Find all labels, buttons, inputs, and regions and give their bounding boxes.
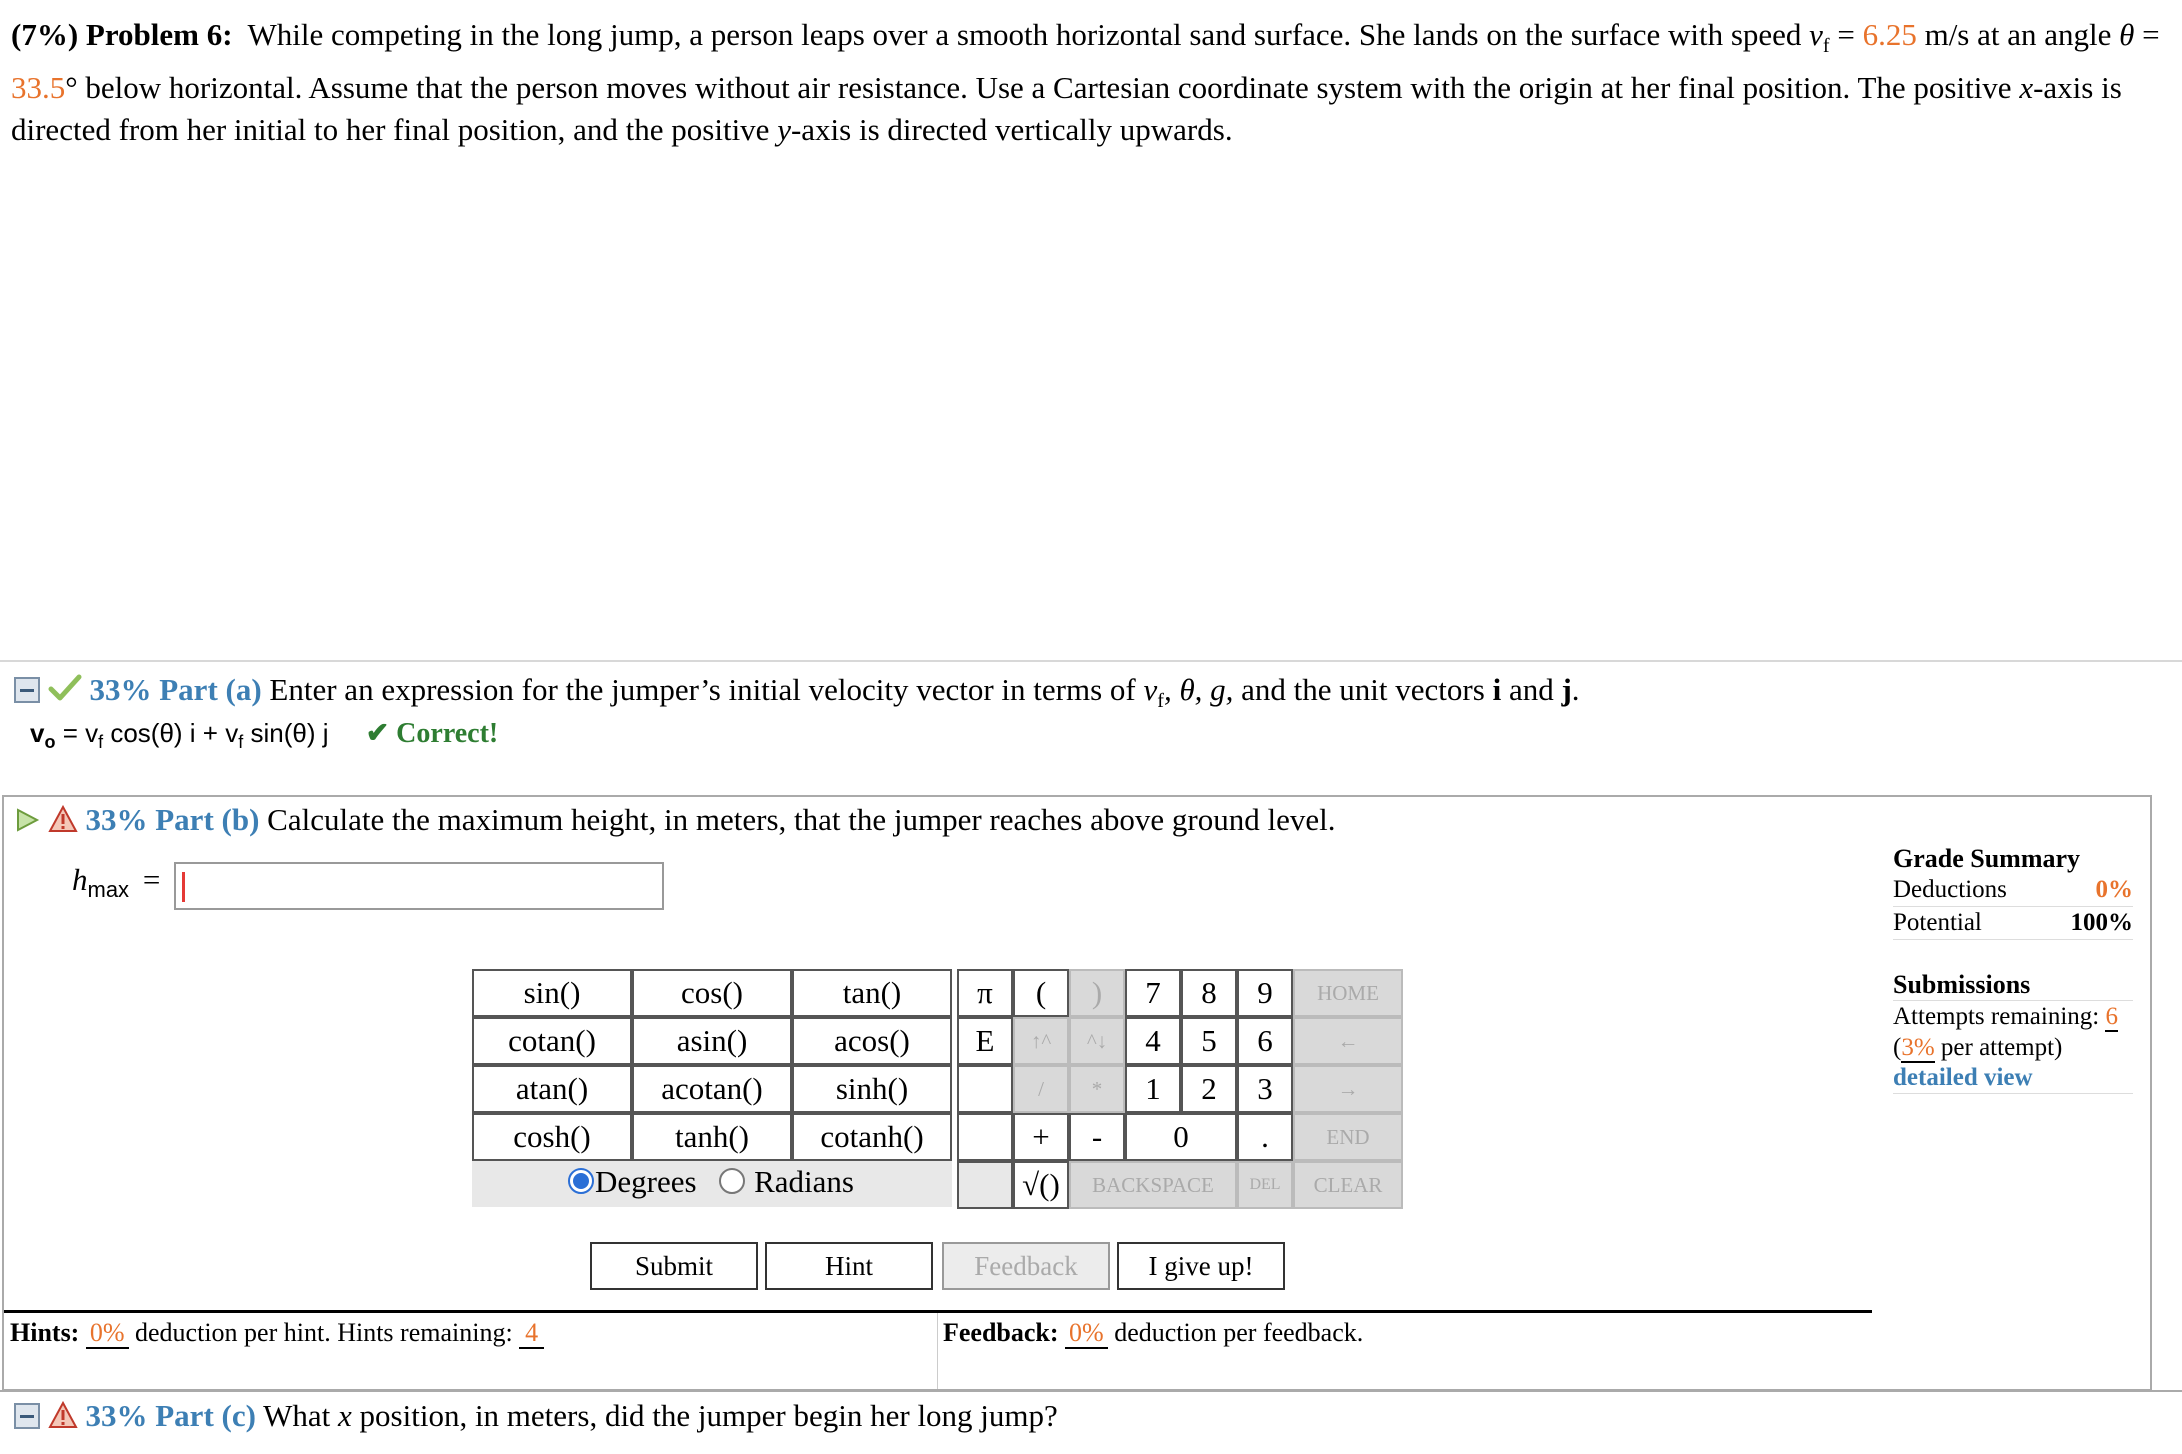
hmax-input[interactable]	[174, 862, 664, 910]
key-down-arrows[interactable]: ^↓	[1069, 1017, 1125, 1065]
speed-value: 6.25	[1862, 17, 1917, 52]
hint-bar-separator	[937, 1313, 938, 1389]
key-acos[interactable]: acos()	[792, 1017, 952, 1065]
key-divide[interactable]: /	[1013, 1065, 1069, 1113]
grade-summary-title: Grade Summary	[1893, 844, 2081, 873]
key-8[interactable]: 8	[1181, 969, 1237, 1017]
key-home[interactable]: HOME	[1293, 969, 1403, 1017]
angle-value: 33.5	[11, 70, 66, 106]
submissions-title: Submissions	[1893, 970, 2031, 999]
key-7[interactable]: 7	[1125, 969, 1181, 1017]
part-a-percent: 33%	[89, 672, 152, 707]
part-c-prompt-2: position, in meters, did the jumper begin her long jump?	[359, 1398, 1058, 1433]
part-a-period: .	[1571, 672, 1580, 707]
part-c-prompt-1: What	[263, 1398, 331, 1433]
x-axis-var: x	[2019, 70, 2034, 106]
part-a-answer	[30, 716, 498, 759]
part-a-and: and	[1508, 672, 1554, 707]
part-c-header	[14, 1396, 1058, 1439]
key-open-paren[interactable]: (	[1013, 969, 1069, 1017]
key-multiply[interactable]: *	[1069, 1065, 1125, 1113]
potential-label: Potential	[1893, 909, 1982, 936]
potential-value: 100%	[2070, 909, 2133, 936]
key-decimal[interactable]: .	[1237, 1113, 1293, 1161]
key-sinh[interactable]: sinh()	[792, 1065, 952, 1113]
y-axis-var: y	[777, 112, 791, 148]
deductions-label: Deductions	[1893, 876, 2007, 903]
expand-arrow-icon[interactable]	[14, 803, 40, 843]
vf-symbol: v	[1809, 17, 1823, 52]
part-b-prompt: Calculate the maximum height, in meters, that the jumper reaches above ground level.	[267, 802, 1336, 837]
key-del[interactable]: DEL	[1237, 1161, 1293, 1209]
answer-end: sin(θ) j	[243, 718, 329, 748]
key-clear[interactable]: CLEAR	[1293, 1161, 1403, 1209]
correct-status: ✔ Correct!	[365, 718, 499, 749]
hints-remaining: 4	[519, 1318, 544, 1349]
key-sin[interactable]: sin()	[472, 969, 632, 1017]
warning-icon	[48, 803, 78, 843]
degrees-label: Degrees	[595, 1164, 697, 1199]
problem-label: Problem 6:	[85, 17, 233, 52]
part-a-prompt-1: Enter an expression for the jumper’s initial velocity vector in terms of	[269, 672, 1136, 707]
hmax-label	[72, 862, 160, 903]
part-c-divider	[0, 1390, 2182, 1392]
grade-sidebar	[1893, 844, 2133, 1094]
key-blank-2	[957, 1113, 1013, 1161]
detailed-view-link[interactable]: detailed view	[1893, 1063, 2133, 1094]
degrees-radio[interactable]	[567, 1167, 595, 1203]
deductions-row	[1893, 874, 2133, 907]
feedback-label: Feedback:	[943, 1318, 1059, 1347]
key-5[interactable]: 5	[1181, 1017, 1237, 1065]
feedback-deduction: 0%	[1065, 1318, 1108, 1349]
key-close-paren[interactable]: )	[1069, 969, 1125, 1017]
hint-button[interactable]: Hint	[765, 1242, 933, 1290]
theta-symbol: θ	[2119, 17, 2135, 52]
key-cotan[interactable]: cotan()	[472, 1017, 632, 1065]
key-end[interactable]: END	[1293, 1113, 1403, 1161]
unit-i: i	[1492, 672, 1502, 707]
answer-lhs-sub: o	[44, 732, 56, 753]
key-backspace[interactable]: BACKSPACE	[1069, 1161, 1237, 1209]
part-a-var-sub: f	[1157, 690, 1164, 713]
per-attempt-text: per attempt)	[1934, 1034, 2063, 1061]
problem-text-3: ° below horizontal. Assume that the person moves without air resistance. Use a Cartesian coordinate system with the origin at her final position. The positive	[65, 70, 2012, 106]
attempts-label: Attempts remaining:	[1893, 1003, 2100, 1030]
key-right-arrow[interactable]: →	[1293, 1065, 1403, 1113]
part-c-title: Part (c)	[155, 1398, 256, 1433]
feedback-info	[943, 1318, 1363, 1348]
hmax-eq: =	[142, 862, 161, 897]
part-b-header	[14, 800, 1335, 843]
radians-radio[interactable]	[718, 1167, 746, 1203]
problem-text-4: -axis is directed from her initial to her final position, and the positive	[11, 70, 2122, 148]
key-1[interactable]: 1	[1125, 1065, 1181, 1113]
key-blank-3	[957, 1161, 1013, 1209]
hmax-sub: max	[87, 877, 130, 903]
key-tanh[interactable]: tanh()	[632, 1113, 792, 1161]
key-atan[interactable]: atan()	[472, 1065, 632, 1113]
key-cos[interactable]: cos()	[632, 969, 792, 1017]
collapse-icon[interactable]	[14, 673, 40, 713]
problem-statement: (7%) Problem 6: While competing in the long jump, a person leaps over a smooth horizontal sand surface. She lands on the surface with speed $v_f = 6.25$ m/s at an angle θ = 33.5° below horizontal. Assume that the person moves without air resistance. Use a Cartesian coordinate system with the origin at her final position. The positive x-axis is directed from her initial to her final position, and the positive y-axis is directed vertically upwards.	[11, 17, 2160, 148]
feedback-text: deduction per feedback.	[1114, 1318, 1364, 1347]
angle-mode-radios	[567, 1164, 854, 1203]
key-cotanh[interactable]: cotanh()	[792, 1113, 952, 1161]
hmax-symbol: h	[72, 862, 88, 897]
checkmark-icon	[48, 673, 82, 713]
radians-label: Radians	[754, 1164, 854, 1199]
key-0[interactable]: 0	[1125, 1113, 1237, 1161]
answer-lhs: v	[30, 718, 45, 748]
answer-sub-2: f	[238, 732, 244, 753]
answer-eq: = v	[55, 718, 99, 748]
problem-text-5: -axis is directed vertically upwards.	[790, 112, 1233, 148]
key-asin[interactable]: asin()	[632, 1017, 792, 1065]
part-a-header	[14, 670, 1580, 721]
per-attempt-info	[1893, 1033, 2133, 1063]
key-2[interactable]: 2	[1181, 1065, 1237, 1113]
vf-sub: f	[1822, 35, 1830, 58]
give-up-button[interactable]: I give up!	[1117, 1242, 1285, 1290]
part-a-prompt-3: and the unit vectors	[1241, 672, 1485, 707]
part-a-var-v: v	[1143, 672, 1158, 707]
key-pi[interactable]: π	[957, 969, 1013, 1017]
key-3[interactable]: 3	[1237, 1065, 1293, 1113]
key-acotan[interactable]: acotan()	[632, 1065, 792, 1113]
answer-mid: cos(θ) i + v	[103, 718, 239, 748]
unit-j: j	[1561, 672, 1572, 707]
key-tan[interactable]: tan()	[792, 969, 952, 1017]
problem-text-1: While competing in the long jump, a person leaps over a smooth horizontal sand surface. She lands on the surface with speed	[247, 17, 1802, 52]
problem-weight: (7%)	[11, 17, 79, 52]
key-sqrt[interactable]: √()	[1013, 1161, 1069, 1209]
answer-sub-1: f	[98, 732, 104, 753]
part-a-title: Part (a)	[159, 672, 262, 707]
key-blank-1	[957, 1065, 1013, 1113]
submit-button[interactable]: Submit	[590, 1242, 758, 1290]
deductions-value: 0%	[2095, 876, 2133, 903]
key-4[interactable]: 4	[1125, 1017, 1181, 1065]
hints-deduction: 0%	[86, 1318, 129, 1349]
potential-row	[1893, 907, 2133, 940]
part-a-prompt-2: , θ, g,	[1163, 672, 1234, 707]
key-plus[interactable]: +	[1013, 1113, 1069, 1161]
feedback-button[interactable]: Feedback	[942, 1242, 1110, 1290]
attempts-value: 6	[2105, 1003, 2118, 1030]
hints-info	[10, 1318, 544, 1348]
key-6[interactable]: 6	[1237, 1017, 1293, 1065]
part-b-title: Part (b)	[155, 802, 260, 837]
attempts-info	[1893, 1000, 2133, 1033]
text-caret	[182, 872, 185, 902]
key-minus[interactable]: -	[1069, 1113, 1125, 1161]
key-left-arrow[interactable]: ←	[1293, 1017, 1403, 1065]
hints-label: Hints:	[10, 1318, 80, 1347]
key-up-arrows[interactable]: ↑^	[1013, 1017, 1069, 1065]
hint-bar-rule	[4, 1310, 1872, 1313]
key-e[interactable]: E	[957, 1017, 1013, 1065]
per-attempt-value: 3%	[1901, 1034, 1935, 1061]
section-divider	[0, 660, 2182, 662]
problem-text-2: m/s at an angle	[1916, 17, 2112, 52]
warning-icon-c	[48, 1399, 78, 1439]
part-c-percent: 33%	[85, 1398, 148, 1433]
part-c-x-var: x	[338, 1398, 352, 1433]
part-b-percent: 33%	[85, 802, 148, 837]
hints-text: deduction per hint. Hints remaining:	[135, 1318, 513, 1347]
key-cosh[interactable]: cosh()	[472, 1113, 632, 1161]
key-9[interactable]: 9	[1237, 969, 1293, 1017]
collapse-icon-c[interactable]	[14, 1399, 40, 1439]
equals-sign: =	[1829, 17, 1863, 52]
per-attempt-open: (	[1893, 1034, 1902, 1061]
